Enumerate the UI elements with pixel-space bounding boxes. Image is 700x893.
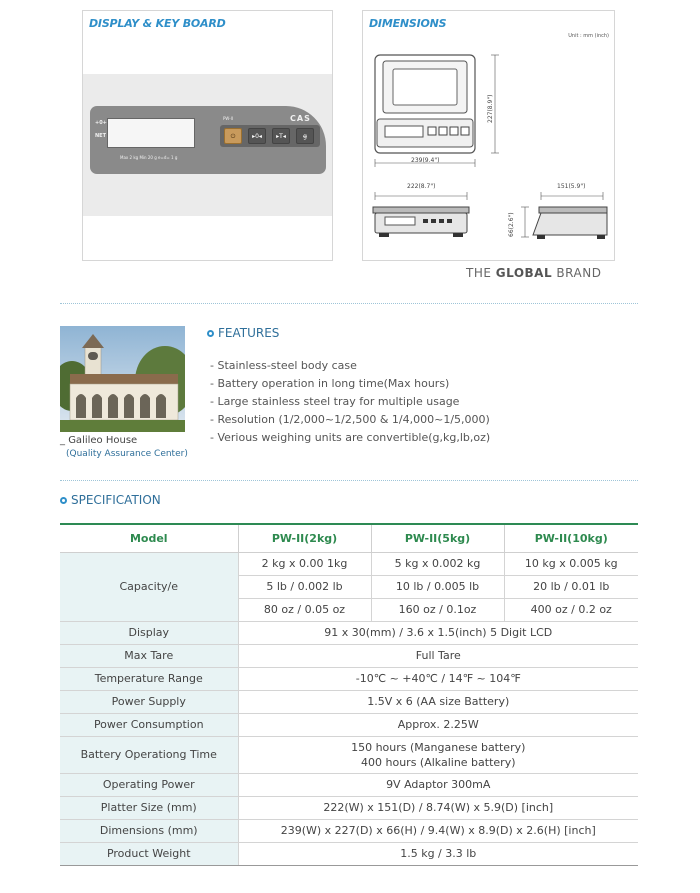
- table-row: [60, 644, 638, 667]
- row-value: 91 x 30(mm) / 3.6 x 1.5(inch) 5 Digit LCD: [238, 621, 638, 644]
- table-row: [60, 773, 638, 796]
- section-divider: [60, 303, 638, 304]
- unit-key-icon: g̶: [296, 128, 314, 144]
- table-row: [60, 819, 638, 842]
- header-pw2-2kg: PW-II(2kg): [238, 524, 371, 552]
- table-row: [60, 713, 638, 736]
- table-row: [60, 690, 638, 713]
- battery-line-manganese: 150 hours (Manganese battery): [351, 740, 526, 754]
- header-model: Model: [60, 524, 238, 552]
- keyboard-model-label: PW-II: [223, 116, 234, 121]
- table-row: [60, 552, 638, 575]
- row-label: Max Tare: [60, 644, 238, 667]
- row-value: 222(W) x 151(D) / 8.74(W) x 5.9(D) [inch]: [238, 796, 638, 819]
- bullet-circle-icon: [60, 497, 67, 504]
- table-row: [60, 842, 638, 865]
- table-cell: 2 kg x 0.00 1kg: [238, 552, 371, 575]
- table-cell: 5 kg x 0.002 kg: [371, 552, 504, 575]
- display-keyboard-panel: [82, 10, 333, 261]
- row-label: Platter Size (mm): [60, 796, 238, 819]
- row-value: 9V Adaptor 300mA: [238, 773, 638, 796]
- row-value: 1.5V x 6 (AA size Battery): [238, 690, 638, 713]
- row-label: Temperature Range: [60, 667, 238, 690]
- row-label: Display: [60, 621, 238, 644]
- keyboard-image-area: [83, 74, 332, 216]
- zero-key-icon: ▸0◂: [248, 128, 266, 144]
- table-row: [60, 796, 638, 819]
- capacity-label: Capacity/e: [60, 552, 238, 621]
- power-key-icon: ⏻: [224, 128, 242, 144]
- dimension-drawing: [363, 11, 616, 262]
- feature-item: - Resolution (1/2,000~1/2,500 & 1/4,000~1/5,000): [210, 413, 490, 426]
- row-value: 1.5 kg / 3.3 lb: [238, 842, 638, 865]
- row-value: -10℃ ~ +40℃ / 14℉ ~ 104℉: [238, 667, 638, 690]
- row-label: Power Consumption: [60, 713, 238, 736]
- width-front-label: 239(9.4"): [411, 157, 440, 164]
- lcd-display: [107, 118, 195, 148]
- tare-key-icon: ▸T◂: [272, 128, 290, 144]
- table-row: [60, 736, 638, 773]
- unit-note: Unit : mm (inch): [568, 33, 609, 39]
- table-cell: 160 oz / 0.1oz: [371, 598, 504, 621]
- features-heading: FEATURES: [207, 326, 279, 340]
- dimensions-title: DIMENSIONS: [369, 17, 447, 30]
- photo-caption-title: _ Galileo House: [60, 435, 138, 446]
- feature-item: - Battery operation in long time(Max hours): [210, 377, 450, 390]
- height-front-label: 227(8.9"): [487, 94, 494, 123]
- feature-item: - Stainless-steel body case: [210, 359, 357, 372]
- table-row: [60, 621, 638, 644]
- row-label: Battery Operationg Time: [60, 736, 238, 773]
- table-cell: 10 lb / 0.005 lb: [371, 575, 504, 598]
- row-label: Product Weight: [60, 842, 238, 865]
- cas-logo: CAS: [290, 114, 311, 123]
- galileo-house-photo: [60, 326, 185, 432]
- row-value: [238, 736, 638, 773]
- feature-item: - Verious weighing units are convertible(g,kg,lb,oz): [210, 431, 491, 444]
- specification-table: [60, 523, 638, 866]
- keyboard-faceplate: [90, 106, 326, 174]
- specification-heading: SPECIFICATION: [60, 493, 161, 507]
- dimensions-panel: [362, 10, 615, 261]
- row-value: Approx. 2.25W: [238, 713, 638, 736]
- depth-side-label: 151(5.9"): [557, 183, 586, 190]
- height-side-label: 66(2.6"): [508, 212, 515, 237]
- photo-caption-subtitle: (Quality Assurance Center): [66, 449, 188, 459]
- global-brand-slogan: THE GLOBAL BRAND: [466, 266, 602, 280]
- battery-line-alkaline: 400 hours (Alkaline battery): [361, 755, 516, 769]
- table-cell: 80 oz / 0.05 oz: [238, 598, 371, 621]
- row-label: Dimensions (mm): [60, 819, 238, 842]
- capacity-legend: Max 2 kg Min 20 g e=d= 1 g: [120, 155, 178, 160]
- table-row: [60, 667, 638, 690]
- feature-item: - Large stainless steel tray for multiple usage: [210, 395, 460, 408]
- header-pw2-10kg: PW-II(10kg): [504, 524, 638, 552]
- display-keyboard-title: DISPLAY & KEY BOARD: [89, 17, 226, 30]
- header-pw2-5kg: PW-II(5kg): [371, 524, 504, 552]
- bullet-circle-icon: [207, 330, 214, 337]
- table-cell: 20 lb / 0.01 lb: [504, 575, 638, 598]
- table-cell: 5 lb / 0.002 lb: [238, 575, 371, 598]
- net-indicator: NET: [95, 133, 107, 139]
- row-value: Full Tare: [238, 644, 638, 667]
- row-label: Operating Power: [60, 773, 238, 796]
- width-tray-label: 222(8.7"): [407, 183, 436, 190]
- row-value: 239(W) x 227(D) x 66(H) / 9.4(W) x 8.9(D) x 2.6(H) [inch]: [238, 819, 638, 842]
- features-list: [210, 357, 490, 447]
- table-cell: 10 kg x 0.005 kg: [504, 552, 638, 575]
- key-bar: [220, 125, 320, 147]
- zero-indicator: +0+: [95, 120, 107, 126]
- table-cell: 400 oz / 0.2 oz: [504, 598, 638, 621]
- row-label: Power Supply: [60, 690, 238, 713]
- section-divider: [60, 480, 638, 481]
- table-header-row: [60, 524, 638, 552]
